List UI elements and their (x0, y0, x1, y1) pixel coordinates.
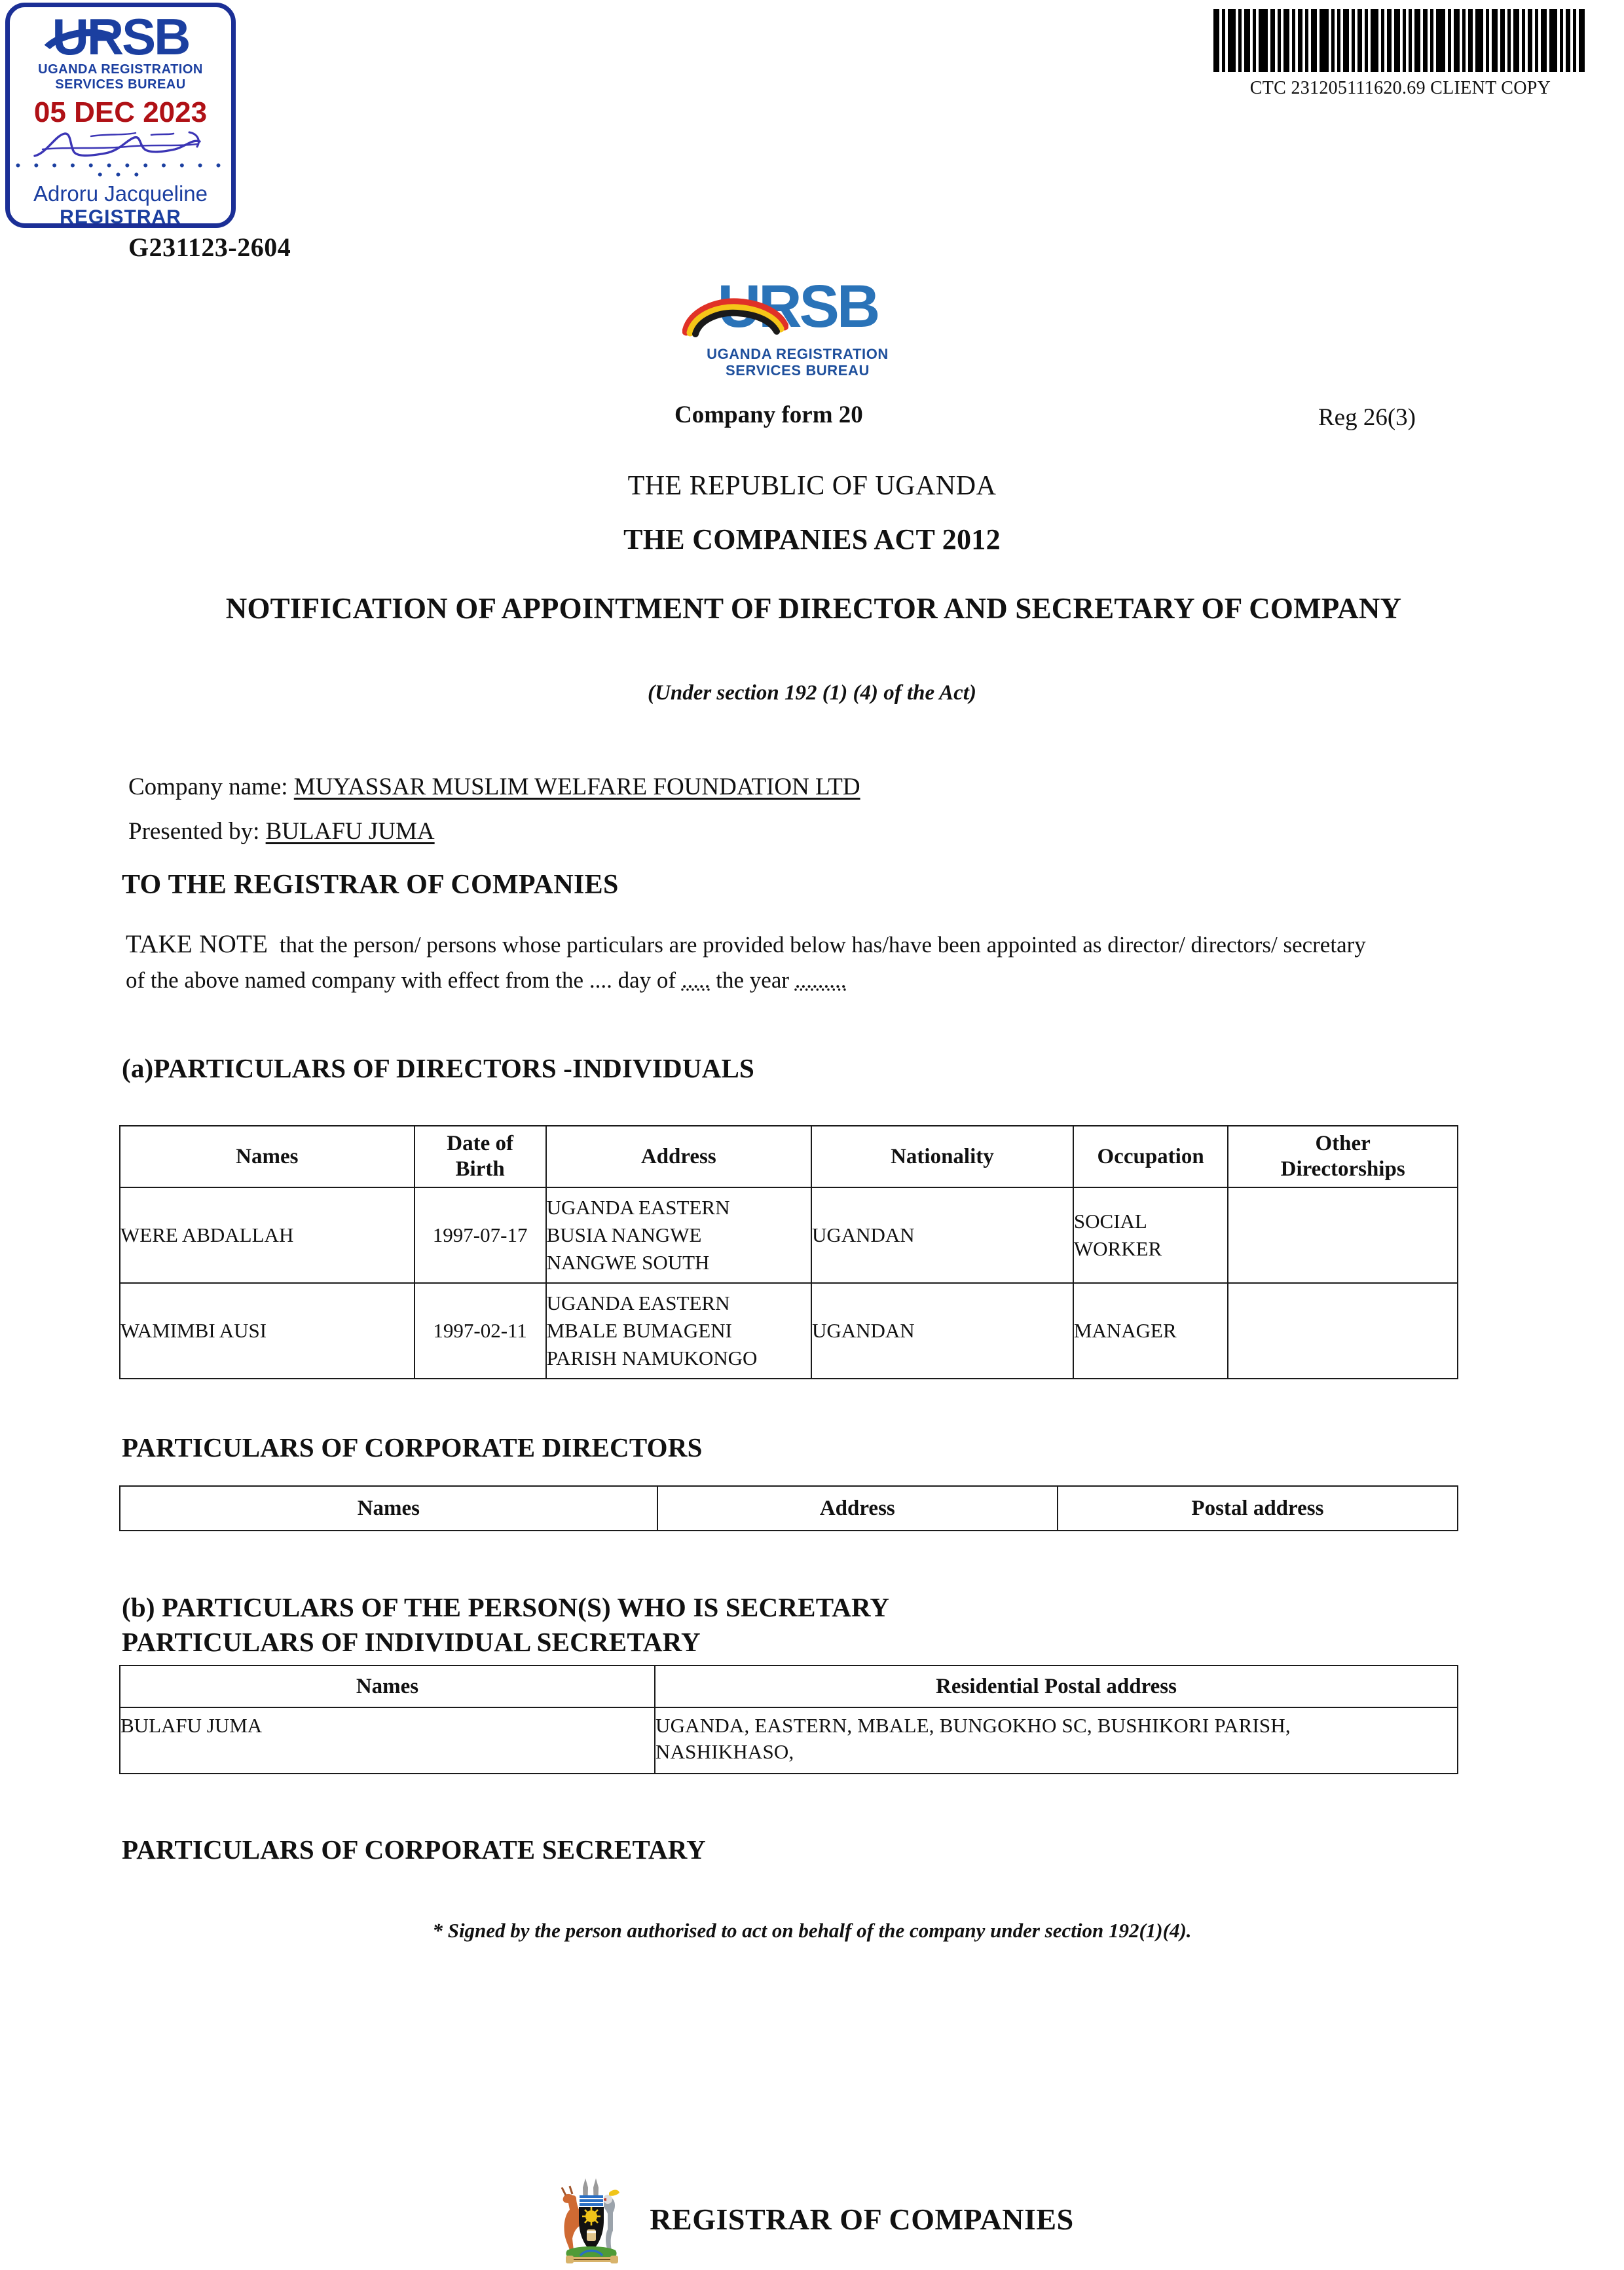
registrar-of-companies-label: REGISTRAR OF COMPANIES (650, 2202, 1074, 2236)
section-heading-secretary: (b) PARTICULARS OF THE PERSON(S) WHO IS SECRETARY (122, 1592, 890, 1622)
barcode-block (1213, 9, 1587, 99)
stamp-dotted-line: • • • • • • • • • • • • • • • (15, 157, 226, 183)
col-occupation: Occupation (1073, 1126, 1228, 1187)
take-note-blank-day: ..... (681, 967, 710, 993)
table-header-row (120, 1126, 1458, 1187)
company-name-row (128, 773, 860, 801)
cell-occupation (1073, 1283, 1228, 1379)
presented-by-row (128, 817, 435, 846)
company-form-number: Company form 20 (674, 401, 863, 428)
page-footer (0, 2173, 1624, 2265)
address-line: PARISH NAMUKONGO (546, 1347, 758, 1369)
company-name-value: MUYASSAR MUSLIM WELFARE FOUNDATION LTD (293, 773, 860, 800)
section-heading-corporate-secretary: PARTICULARS OF CORPORATE SECRETARY (122, 1834, 706, 1865)
take-note-blank-year: ......... (794, 967, 847, 993)
section-heading-corporate-directors: PARTICULARS OF CORPORATE DIRECTORS (122, 1432, 703, 1462)
cell-other-directorships (1228, 1187, 1458, 1283)
presented-by-value: BULAFU JUMA (265, 818, 435, 845)
company-name-label: Company name: (128, 773, 288, 800)
col-address: Address (546, 1126, 811, 1187)
ursb-logo-line2: SERVICES BUREAU (725, 362, 870, 379)
stamp-subtitle-line1: UGANDA REGISTRATION (38, 62, 203, 77)
corporate-directors-table (119, 1485, 1458, 1531)
cell-address (546, 1283, 811, 1379)
ursb-logo-mark (673, 274, 922, 346)
take-note-body-1: that the person/ persons whose particulars are provided below has/have been appointed as director/ directors/ secretary of the above named company with effect from the .... day of (126, 932, 1366, 993)
address-line: UGANDA, EASTERN, MBALE, BUNGOKHO SC, BUSHIKORI PARISH, (655, 1714, 1291, 1737)
address-line: NANGWE SOUTH (546, 1251, 710, 1274)
section-heading-individual-secretary: PARTICULARS OF INDIVIDUAL SECRETARY (122, 1627, 701, 1657)
ursb-logo-letters: URSB (717, 273, 878, 340)
cell-address (546, 1187, 811, 1283)
cell-name: WERE ABDALLAH (120, 1187, 415, 1283)
stamp-registrar-title: REGISTRAR (60, 206, 181, 228)
cell-secretary-name: BULAFU JUMA (120, 1707, 655, 1774)
uganda-coat-of-arms-icon (550, 2173, 633, 2265)
occupation-line: SOCIAL (1073, 1210, 1147, 1233)
directors-table (119, 1125, 1458, 1379)
reference-number: G231123-2604 (128, 233, 291, 262)
col-names: Names (120, 1665, 655, 1707)
take-note-body-2: the year (710, 967, 795, 993)
cell-other-directorships (1228, 1283, 1458, 1379)
col-other-line2: Directorships (1280, 1157, 1405, 1181)
presented-by-label: Presented by: (128, 818, 260, 845)
col-date-of-birth (415, 1126, 546, 1187)
col-address: Address (657, 1486, 1058, 1531)
occupation-line: MANAGER (1073, 1319, 1177, 1342)
col-residential-postal-address: Residential Postal address (655, 1665, 1458, 1707)
stamp-registrar-name: Adroru Jacqueline (33, 181, 208, 206)
table-row (120, 1283, 1458, 1379)
cell-name: WAMIMBI AUSI (120, 1283, 415, 1379)
occupation-line: WORKER (1073, 1237, 1162, 1260)
stamp-date: 05 DEC 2023 (33, 96, 208, 128)
under-section-note: (Under section 192 (1) (4) of the Act) (648, 681, 976, 705)
col-names: Names (120, 1126, 415, 1187)
cell-nationality: UGANDAN (811, 1187, 1073, 1283)
ursb-logo-line1: UGANDA REGISTRATION (707, 346, 889, 362)
ctc-label: CTC 231205111620.69 CLIENT COPY (1249, 78, 1551, 98)
republic-heading: THE REPUBLIC OF UGANDA (627, 471, 997, 501)
cell-occupation (1073, 1187, 1228, 1283)
cell-dob: 1997-02-11 (415, 1283, 546, 1379)
table-header-row (120, 1665, 1458, 1707)
table-row (120, 1707, 1458, 1774)
section-heading-directors: (a)PARTICULARS OF DIRECTORS -INDIVIDUALS (122, 1053, 754, 1083)
barcode-image (1213, 9, 1587, 72)
registrar-signature-icon (10, 127, 231, 164)
take-note-label: TAKE NOTE (126, 930, 268, 958)
page-title: NOTIFICATION OF APPOINTMENT OF DIRECTOR AND SECRETARY OF COMPANY (225, 592, 1402, 625)
address-line: UGANDA EASTERN (546, 1292, 730, 1314)
ursb-header-logo (673, 274, 922, 379)
act-heading: THE COMPANIES ACT 2012 (623, 523, 1001, 555)
col-other-line1: Other (1315, 1132, 1371, 1155)
table-row (120, 1187, 1458, 1283)
address-line: NASHIKHASO, (655, 1740, 794, 1763)
col-dob-line2: Birth (455, 1157, 505, 1181)
cell-secretary-address (655, 1707, 1458, 1774)
col-dob-line1: Date of (447, 1132, 513, 1155)
address-line: UGANDA EASTERN (546, 1196, 730, 1219)
col-other-directorships (1228, 1126, 1458, 1187)
col-postal-address: Postal address (1058, 1486, 1458, 1531)
take-note-paragraph (126, 927, 1390, 998)
address-line: BUSIA NANGWE (546, 1223, 702, 1246)
col-nationality: Nationality (811, 1126, 1073, 1187)
stamp-subtitle-line2: SERVICES BUREAU (55, 77, 186, 92)
cell-dob: 1997-07-17 (415, 1187, 546, 1283)
registrar-stamp (5, 3, 236, 228)
cell-nationality: UGANDAN (811, 1283, 1073, 1379)
uganda-colors-ring-icon (682, 297, 788, 346)
to-registrar-heading: TO THE REGISTRAR OF COMPANIES (122, 870, 619, 900)
individual-secretary-table (119, 1665, 1458, 1774)
signature-footnote: * Signed by the person authorised to act on behalf of the company under section 192(1)(4). (432, 1919, 1192, 1942)
address-line: MBALE BUMAGENI (546, 1319, 732, 1342)
stamp-ursb-logo: URSB (10, 11, 231, 62)
col-names: Names (120, 1486, 657, 1531)
reg-reference: Reg 26(3) (1318, 404, 1416, 431)
table-header-row (120, 1486, 1458, 1531)
